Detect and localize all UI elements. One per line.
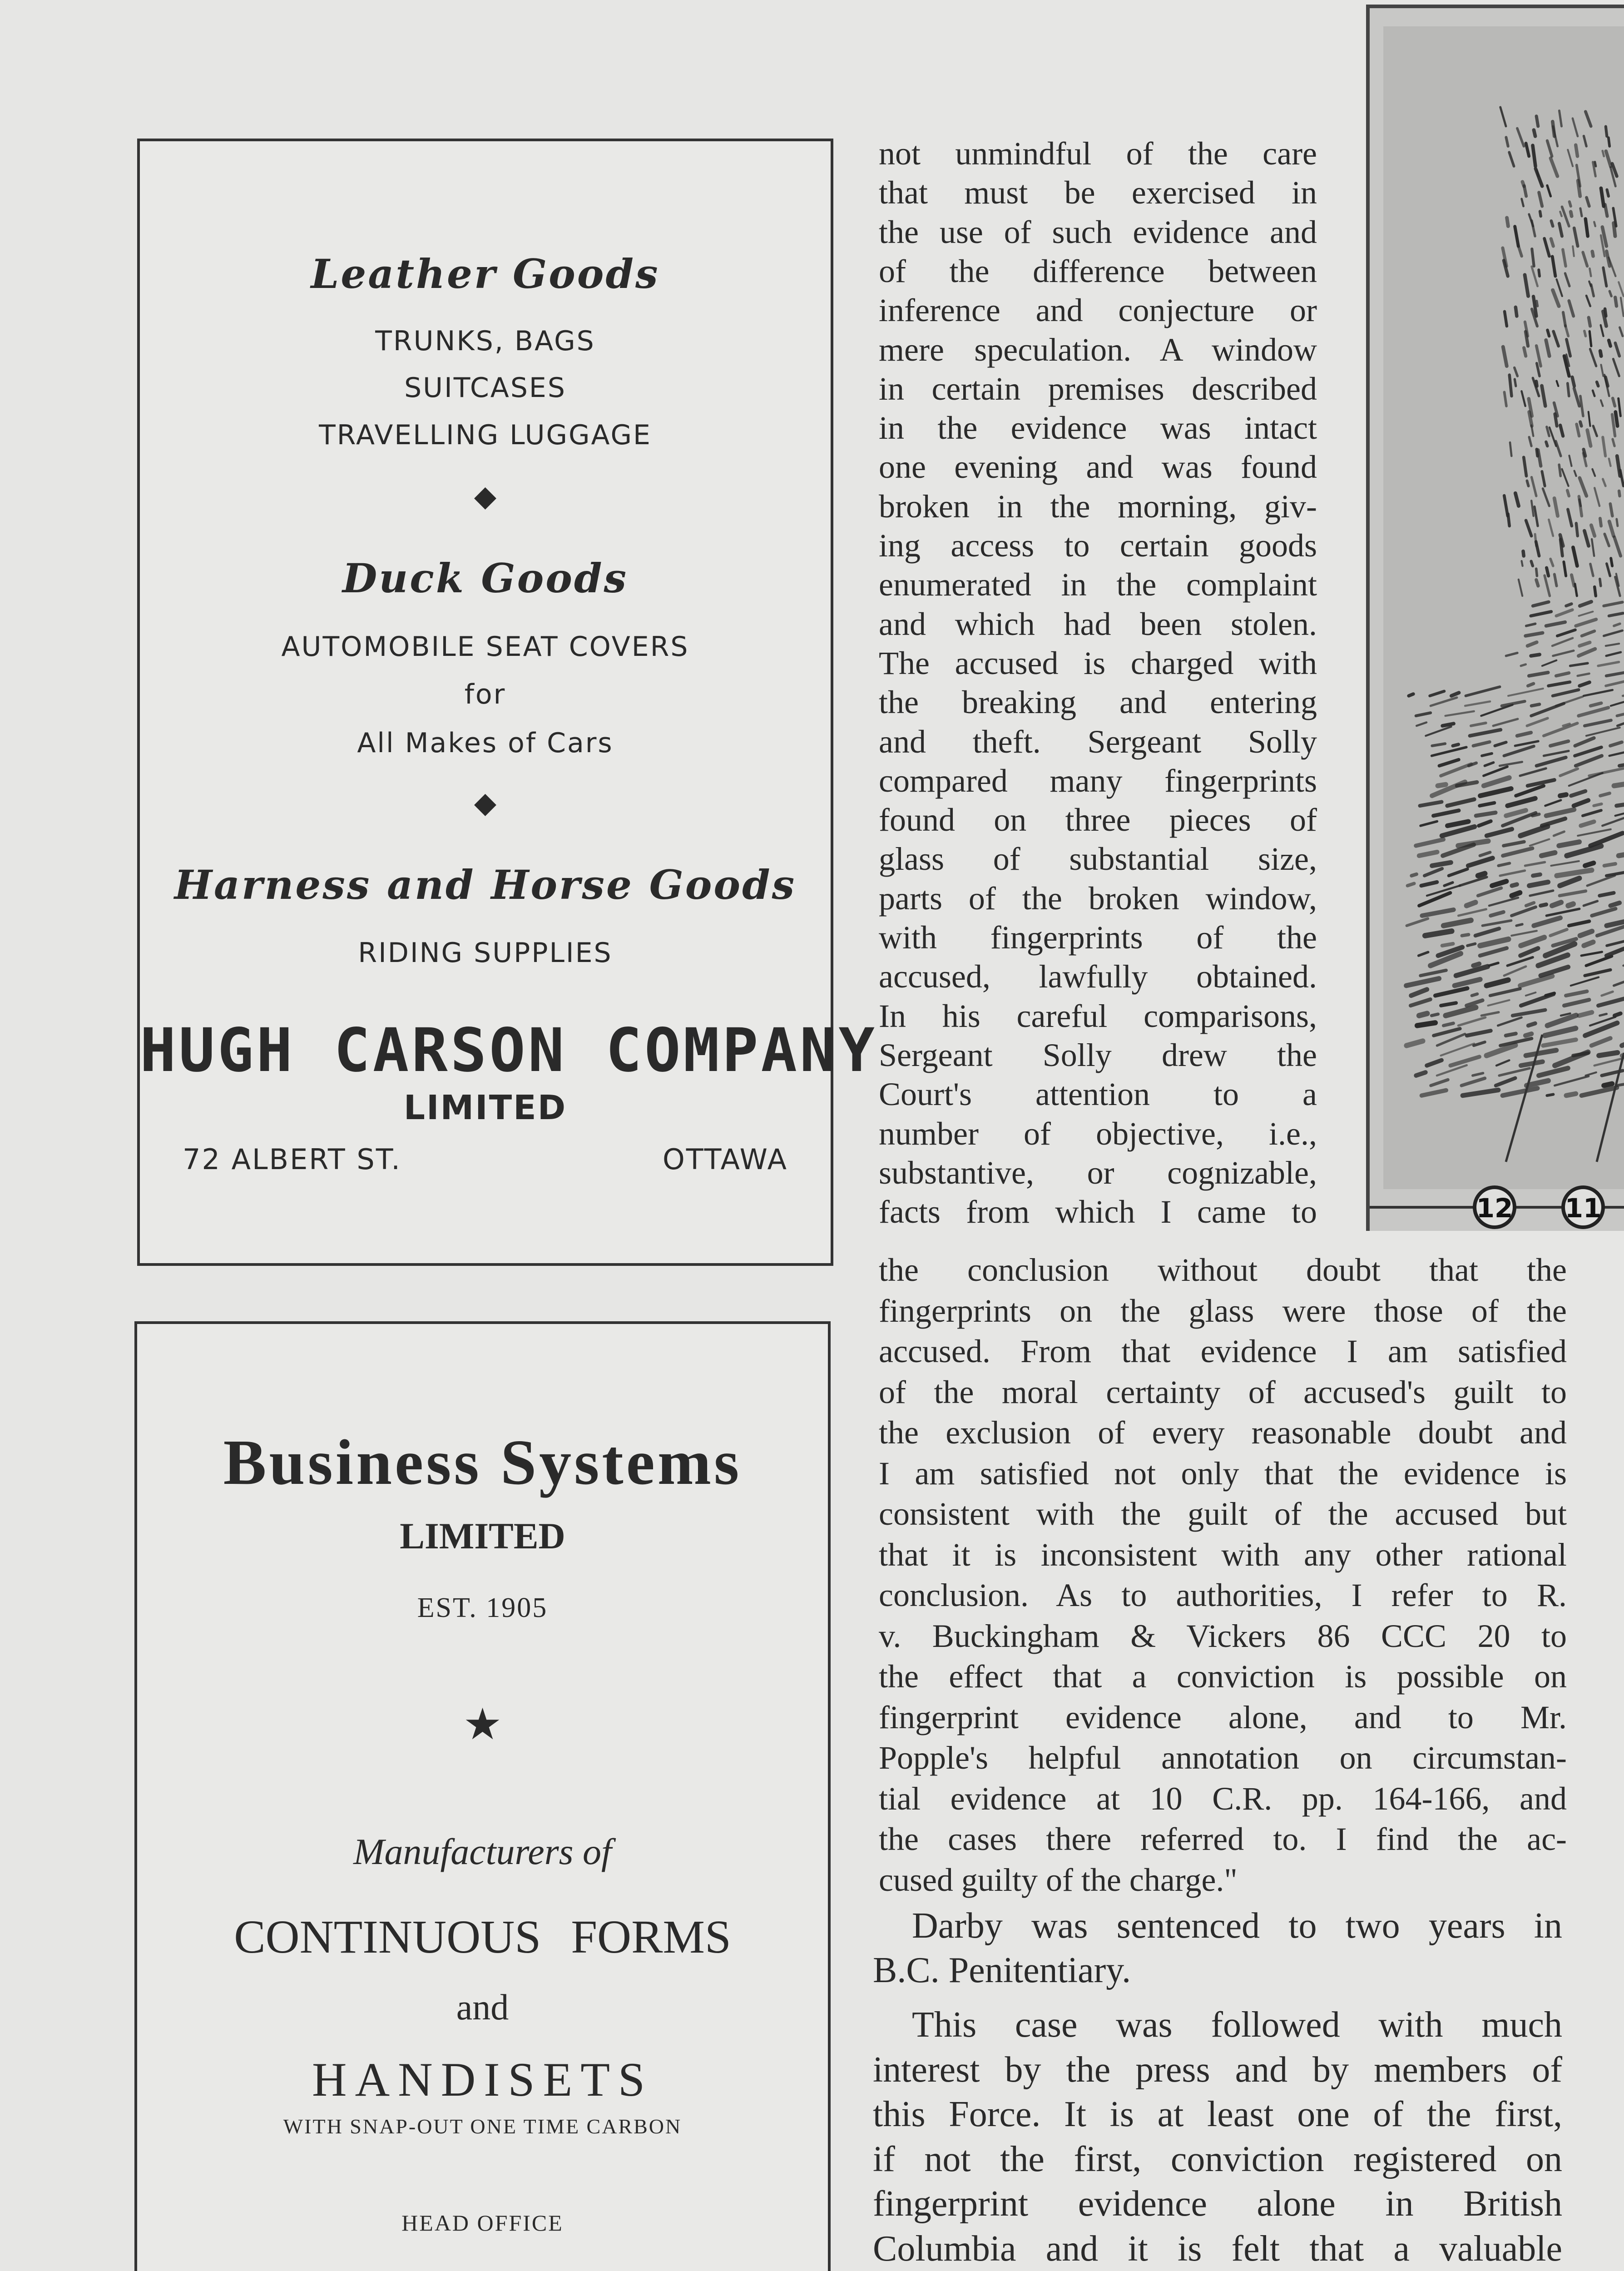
harness-item: RIDING SUPPLIES (358, 937, 613, 969)
article-line: enumerated in the complaint (879, 566, 1317, 603)
business-systems-suffix: LIMITED (400, 1515, 565, 1557)
article-line: with fingerprints of the (879, 919, 1317, 956)
article-line: not unmindful of the care (879, 135, 1317, 172)
star-icon: ★ (463, 1700, 502, 1749)
duck-item: All Makes of Cars (357, 727, 614, 759)
fingerprint-photo (1366, 5, 1624, 1231)
article-line: The accused is charged with (879, 645, 1317, 681)
leather-goods-heading: Leather Goods (311, 250, 660, 298)
article-line: v. Buckingham & Vickers 86 CCC 20 to (879, 1617, 1567, 1654)
article-line: accused. From that evidence I am satisfied (879, 1333, 1567, 1369)
article-line: fingerprints on the glass were those of the (879, 1292, 1567, 1329)
article-line: Court's attention to a (879, 1076, 1317, 1113)
article-line: consistent with the guilt of the accused but (879, 1496, 1567, 1532)
product-handisets-note: WITH SNAP-OUT ONE TIME CARBON (283, 2115, 682, 2138)
article-line: cused guilty of the charge." (879, 1861, 1238, 1898)
article-line: glass of substantial size, (879, 841, 1317, 878)
leather-item: TRUNKS, BAGS (375, 325, 595, 357)
article-line: inference and conjecture or (879, 292, 1317, 329)
manufacturers-tagline: Manufacturers of (353, 1831, 612, 1872)
company-address: 72 ALBERT ST. (183, 1143, 401, 1176)
duck-item: AUTOMOBILE SEAT COVERS (281, 631, 689, 663)
article-line: broken in the morning, giv- (879, 488, 1317, 525)
article-line: parts of the broken window, (879, 880, 1317, 917)
leather-item: SUITCASES (404, 372, 566, 404)
head-office-label: HEAD OFFICE (401, 2210, 564, 2236)
company-name: HUGH CARSON COMPANY (140, 1016, 877, 1086)
article-line: of the moral certainty of accused's guilt to (879, 1374, 1567, 1410)
article-line: one evening and was found (879, 449, 1317, 486)
marker-11 (1563, 1187, 1603, 1227)
marker-12-label: 12 (1476, 1193, 1513, 1224)
article-line: mere speculation. A window (879, 331, 1317, 368)
article-line: In his careful comparisons, (879, 997, 1317, 1034)
article-paragraph-line: B.C. Penitentiary. (873, 1950, 1131, 1990)
article-line: that must be exercised in (879, 174, 1317, 211)
article-line: number of objective, i.e., (879, 1115, 1317, 1152)
established-year: EST. 1905 (417, 1592, 548, 1623)
company-suffix: LIMITED (403, 1088, 567, 1127)
article-line: Sergeant Solly drew the (879, 1036, 1317, 1073)
business-systems-name: Business Systems (223, 1426, 742, 1498)
duck-goods-heading: Duck Goods (342, 555, 629, 602)
article-line: fingerprint evidence alone, and to Mr. (879, 1699, 1567, 1735)
article-paragraph-line: this Force. It is at least one of the first, (873, 2094, 1562, 2134)
article-line: substantive, or cognizable, (879, 1154, 1317, 1191)
article-line: the effect that a conviction is possible on (879, 1658, 1567, 1695)
article-line: the exclusion of every reasonable doubt and (879, 1414, 1567, 1451)
product-handisets: HANDISETS (312, 2053, 653, 2106)
article-line: found on three pieces of (879, 802, 1317, 838)
product-continuous-forms: CONTINUOUS FORMS (234, 1911, 731, 1963)
marker-11-label: 11 (1565, 1193, 1602, 1224)
article-line: Popple's helpful annotation on circumstan- (879, 1740, 1567, 1776)
diamond-separator-icon: ◆ (474, 787, 497, 819)
article-paragraph-line: This case was followed with much (912, 2005, 1562, 2045)
article-line: ing access to certain goods (879, 527, 1317, 564)
product-conjunction: and (456, 1988, 509, 2028)
article-line: the conclusion without doubt that the (879, 1252, 1567, 1288)
leather-item: TRAVELLING LUGGAGE (319, 419, 652, 451)
article-line: and theft. Sergeant Solly (879, 723, 1317, 760)
marker-12 (1475, 1187, 1515, 1227)
article-line: conclusion. As to authorities, I refer to R. (879, 1577, 1567, 1613)
article-line: that it is inconsistent with any other rational (879, 1536, 1567, 1573)
article-line: the breaking and entering (879, 684, 1317, 721)
business-systems-ad (134, 1321, 831, 2271)
article-paragraph-line: interest by the press and by members of (873, 2049, 1562, 2090)
hugh-carson-ad (137, 139, 877, 1266)
company-city: OTTAWA (663, 1143, 788, 1176)
fingerprint-image (1370, 8, 1624, 1231)
article-line: in the evidence was intact (879, 410, 1317, 446)
article-paragraph-line: Darby was sentenced to two years in (912, 1906, 1562, 1946)
article-line: tial evidence at 10 C.R. pp. 164-166, and (879, 1780, 1567, 1817)
article-line: I am satisfied not only that the evidence is (879, 1455, 1567, 1492)
article-line: of the difference between (879, 253, 1317, 289)
diamond-separator-icon: ◆ (474, 480, 497, 512)
duck-item: for (464, 679, 506, 710)
article-line: and which had been stolen. (879, 605, 1317, 642)
harness-goods-heading: Harness and Horse Goods (174, 861, 797, 908)
article-line: accused, lawfully obtained. (879, 958, 1317, 995)
article-paragraph-line: if not the first, conviction registered on (873, 2139, 1562, 2179)
article-line: compared many fingerprints (879, 762, 1317, 799)
article-line: the use of such evidence and (879, 213, 1317, 250)
article-line: facts from which I came to (879, 1194, 1317, 1230)
article-paragraph-line: fingerprint evidence alone in British (873, 2184, 1562, 2224)
article-line: in certain premises described (879, 370, 1317, 407)
article-line: the cases there referred to. I find the ac- (879, 1821, 1567, 1857)
article-paragraph-line: Columbia and it is felt that a valuable (873, 2228, 1562, 2269)
